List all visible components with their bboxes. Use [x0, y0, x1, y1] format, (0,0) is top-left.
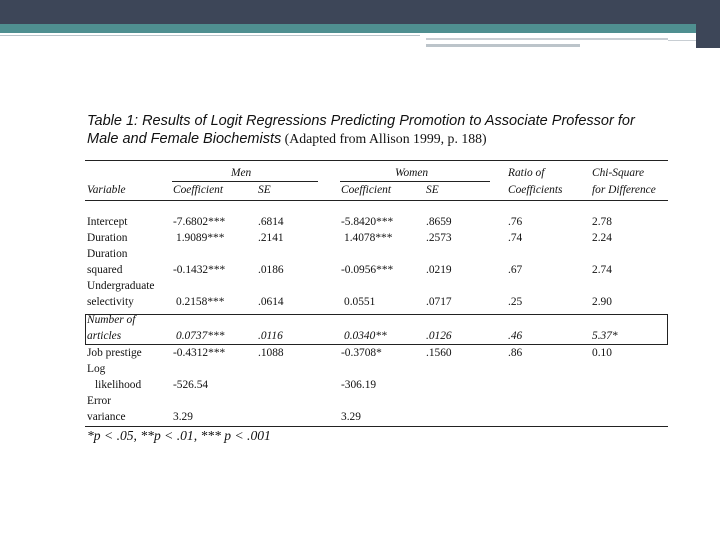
women-se: .8659 — [426, 216, 452, 228]
women-coefficient: -5.8420*** — [341, 216, 394, 228]
chi-square-value: 2.74 — [592, 264, 612, 276]
row-label-line1: Number of — [87, 314, 136, 326]
group-header-women: Women — [395, 167, 429, 179]
title-line-2: Male and Female Biochemists — [87, 131, 282, 147]
women-se: .1560 — [426, 347, 452, 359]
col-header-chi: for Difference — [592, 184, 656, 196]
chi-square-value: 2.78 — [592, 216, 612, 228]
men-se: .0116 — [258, 330, 283, 342]
title-source: (Adapted from Allison 1999, p. 188) — [281, 131, 487, 146]
table-top-rule — [85, 160, 668, 161]
slide-top-bar — [0, 0, 720, 24]
slide-corner-block — [696, 0, 720, 48]
women-coefficient: -306.19 — [341, 379, 377, 391]
chi-square-value: 5.37* — [592, 330, 618, 342]
table-bottom-rule — [85, 426, 668, 427]
women-group-rule — [340, 181, 490, 182]
col-header-women-se: SE — [426, 184, 439, 196]
ratio-value: .67 — [508, 264, 523, 276]
row-label-line1: Log — [87, 363, 106, 375]
women-se: .0717 — [426, 296, 452, 308]
col-header-men-coef: Coefficient — [173, 184, 223, 196]
women-se: .2573 — [426, 232, 452, 244]
ratio-value: .76 — [508, 216, 523, 228]
col-header-men-se: SE — [258, 184, 271, 196]
men-coefficient: 3.29 — [173, 411, 193, 423]
title-line-1: Table 1: Results of Logit Regressions Predicting Promotion to Associate Professor for — [87, 113, 635, 129]
row-label: Intercept — [87, 216, 128, 228]
slide-accent-bar — [0, 24, 720, 33]
decor-line — [426, 38, 668, 40]
women-se: .0219 — [426, 264, 452, 276]
men-coefficient: -0.4312*** — [173, 347, 226, 359]
women-coefficient: 1.4078*** — [344, 232, 393, 244]
men-coefficient: -526.54 — [173, 379, 209, 391]
men-group-rule — [172, 181, 318, 182]
women-coefficient: -0.0956*** — [341, 264, 394, 276]
women-coefficient: 0.0551 — [344, 296, 376, 308]
row-label-line2: variance — [87, 411, 126, 423]
col-header-ratio: Coefficients — [508, 184, 563, 196]
women-coefficient: -0.3708* — [341, 347, 382, 359]
men-coefficient: -7.6802*** — [173, 216, 226, 228]
row-label-line2: likelihood — [95, 379, 142, 391]
col-header-variable: Variable — [87, 184, 126, 196]
men-coefficient: -0.1432*** — [173, 264, 226, 276]
men-se: .0186 — [258, 264, 284, 276]
women-se: .0126 — [426, 330, 452, 342]
row-label-line2: articles — [87, 330, 122, 342]
men-se: .2141 — [258, 232, 284, 244]
chi-square-value: 2.24 — [592, 232, 612, 244]
row-label: Job prestige — [87, 347, 142, 359]
women-coefficient: 0.0340** — [344, 330, 387, 342]
men-se: .1088 — [258, 347, 284, 359]
ratio-value: .25 — [508, 296, 523, 308]
chi-square-value: 2.90 — [592, 296, 612, 308]
ratio-value: .86 — [508, 347, 523, 359]
ratio-value: .74 — [508, 232, 523, 244]
row-label-line2: squared — [87, 264, 123, 276]
men-se: .6814 — [258, 216, 284, 228]
decor-line — [668, 40, 696, 41]
women-coefficient: 3.29 — [341, 411, 361, 423]
decor-line — [0, 35, 420, 36]
row-label: Duration — [87, 232, 128, 244]
col-header-women-coef: Coefficient — [341, 184, 391, 196]
row-label-line2: selectivity — [87, 296, 134, 308]
significance-footnote: *p < .05, **p < .01, *** p < .001 — [87, 428, 271, 443]
row-label-line1: Undergraduate — [87, 280, 155, 292]
chi-square-value: 0.10 — [592, 347, 612, 359]
decor-line — [426, 44, 580, 47]
header-rule — [85, 200, 668, 201]
table-title — [87, 112, 677, 148]
group-header-ratio: Ratio of — [508, 167, 545, 179]
men-coefficient: 0.0737*** — [176, 330, 225, 342]
group-header-men: Men — [231, 167, 252, 179]
group-header-chi: Chi-Square — [592, 167, 645, 179]
men-se: .0614 — [258, 296, 284, 308]
row-label-line1: Error — [87, 395, 112, 407]
men-coefficient: 1.9089*** — [176, 232, 225, 244]
row-label-line1: Duration — [87, 248, 128, 260]
men-coefficient: 0.2158*** — [176, 296, 225, 308]
ratio-value: .46 — [508, 330, 523, 342]
